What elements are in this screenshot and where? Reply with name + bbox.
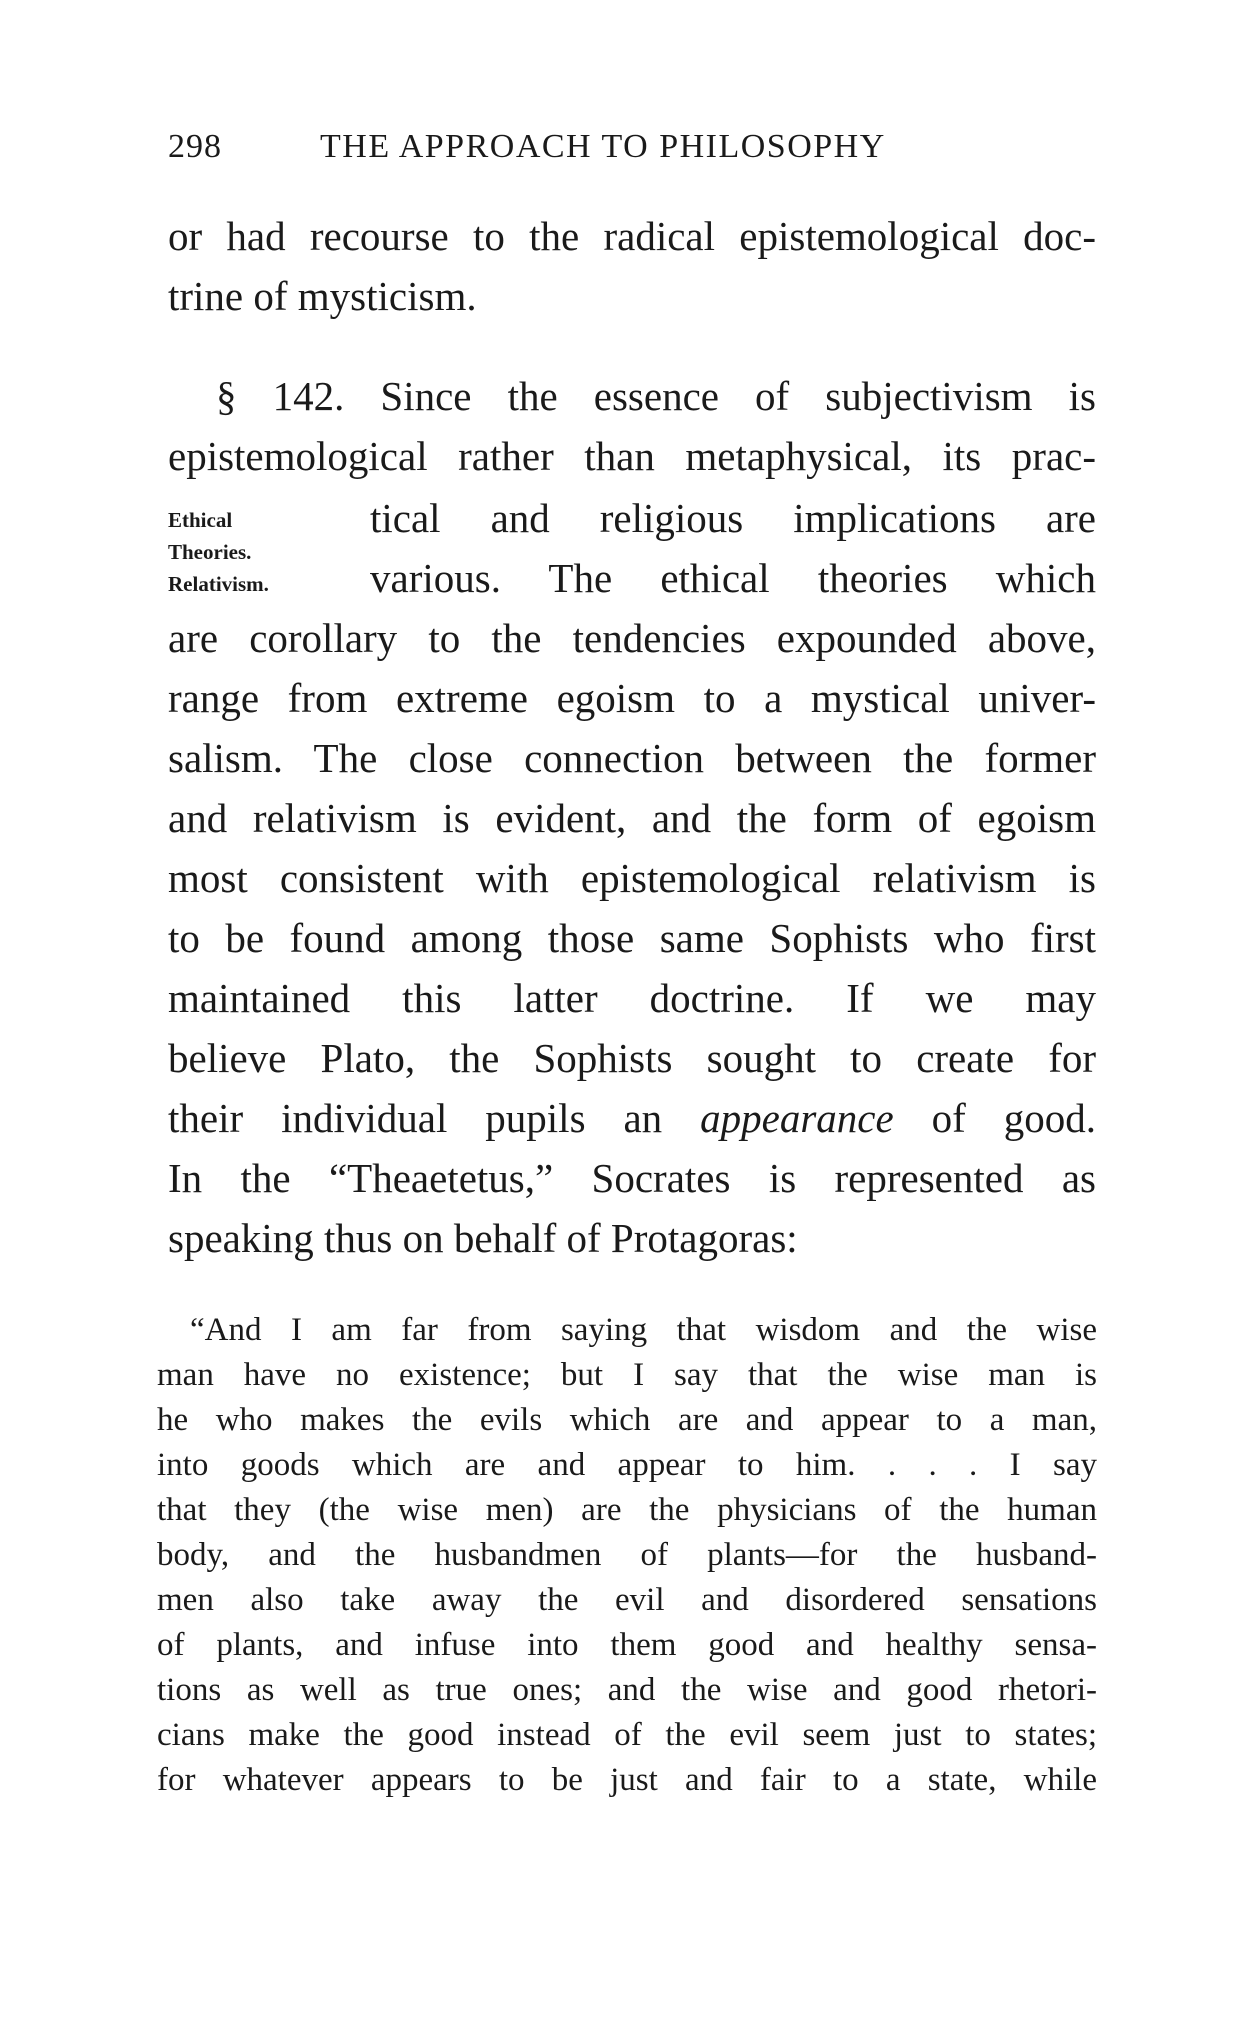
body-line: believe Plato, the Sophists sought to create for: [168, 1035, 1096, 1081]
body-line: various. The ethical theories which: [370, 555, 1096, 601]
quote-line: he who makes the evils which are and appear to a man,: [157, 1402, 1097, 1438]
quote-line: men also take away the evil and disordered sensations: [157, 1582, 1097, 1618]
body-line: or had recourse to the radical epistemological doc-: [168, 213, 1096, 259]
section-142-first-line: § 142. Since the essence of subjectivism is: [216, 373, 1096, 419]
quote-line: into goods which are and appear to him. . . . I say: [157, 1447, 1097, 1483]
margin-note-theories: Theories.: [168, 540, 252, 564]
body-line: most consistent with epistemological relativism is: [168, 855, 1096, 901]
body-line: epistemological rather than metaphysical, its prac-: [168, 433, 1096, 479]
body-line: salism. The close connection between the former: [168, 735, 1096, 781]
quote-line: for whatever appears to be just and fair to a state, while: [157, 1762, 1097, 1798]
italic-term: appearance: [700, 1095, 894, 1141]
body-line: range from extreme egoism to a mystical univer-: [168, 675, 1096, 721]
running-header: [168, 128, 1088, 188]
body-line: [168, 1094, 1096, 1156]
margin-note-relativism: Relativism.: [168, 572, 269, 596]
body-line: trine of mysticism.: [168, 273, 477, 319]
quote-line: of plants, and infuse into them good and healthy sensa-: [157, 1627, 1097, 1663]
body-text: of good.: [931, 1095, 1097, 1141]
body-line: and relativism is evident, and the form of egoism: [168, 795, 1096, 841]
quote-line: body, and the husbandmen of plants—for the husband-: [157, 1537, 1097, 1573]
body-line: tical and religious implications are: [370, 495, 1096, 541]
body-line: In the “Theaetetus,” Socrates is represented as: [168, 1155, 1096, 1201]
quote-line: “And I am far from saying that wisdom and the wise: [190, 1312, 1097, 1348]
quote-line: tions as well as true ones; and the wise and good rhetori-: [157, 1672, 1097, 1708]
body-line: are corollary to the tendencies expounded above,: [168, 615, 1096, 661]
page-number: 298: [168, 128, 222, 165]
quote-line: that they (the wise men) are the physicians of the human: [157, 1492, 1097, 1528]
running-title: THE APPROACH TO PHILOSOPHY: [320, 128, 886, 165]
body-line: to be found among those same Sophists who first: [168, 915, 1096, 961]
body-text: their individual pupils an: [168, 1095, 663, 1141]
body-line: speaking thus on behalf of Protagoras:: [168, 1215, 798, 1261]
body-line: maintained this latter doctrine. If we may: [168, 975, 1096, 1021]
margin-note-ethical: Ethical: [168, 508, 233, 532]
quote-line: man have no existence; but I say that the wise man is: [157, 1357, 1097, 1393]
quote-line: cians make the good instead of the evil seem just to states;: [157, 1717, 1097, 1753]
